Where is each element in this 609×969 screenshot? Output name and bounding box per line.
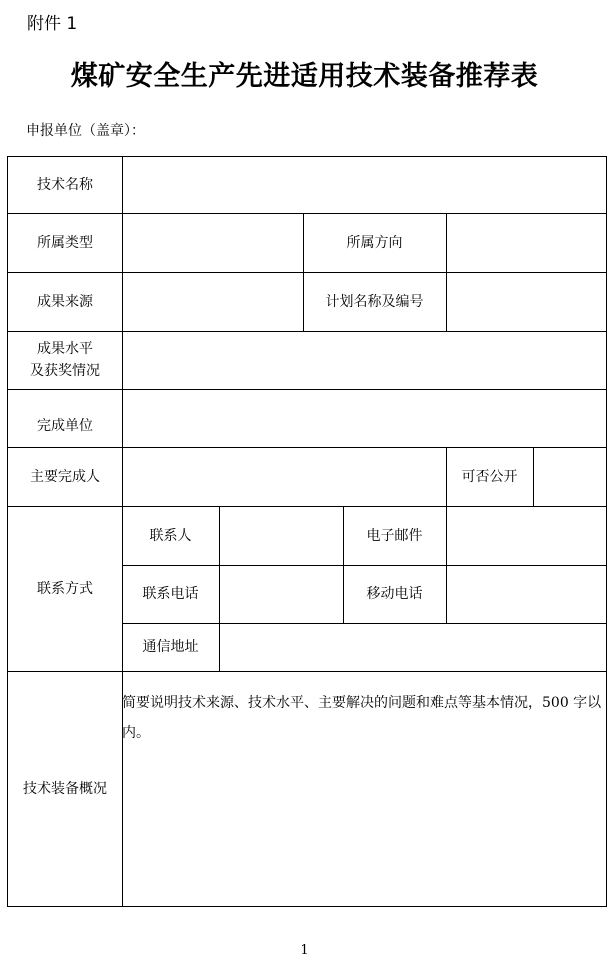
field-completing-unit[interactable] xyxy=(123,390,605,446)
field-tech-name[interactable] xyxy=(123,158,605,212)
field-mobile[interactable] xyxy=(447,566,605,622)
label-tech-name: 技术名称 xyxy=(37,177,93,193)
label-main-completer: 主要完成人 xyxy=(30,468,100,485)
label-public: 可否公开 xyxy=(461,468,518,485)
field-email[interactable] xyxy=(447,507,605,564)
field-address[interactable] xyxy=(220,624,605,670)
overview-hint-text[interactable]: 简要说明技术来源、技术水平、主要解决的问题和难点等基本情况，500 字以内。 xyxy=(122,695,602,741)
label-contact-method: 联系方式 xyxy=(37,580,93,597)
field-level-awards[interactable] xyxy=(123,332,605,388)
applicant-unit-label: 申报单位（盖章）： xyxy=(26,123,145,139)
field-phone[interactable] xyxy=(220,566,342,622)
label-email: 电子邮件 xyxy=(366,527,423,544)
label-category: 所属类型 xyxy=(37,234,93,251)
label-phone: 联系电话 xyxy=(142,586,199,602)
page-number: 1 xyxy=(300,943,309,958)
label-level-awards: 成果水平 及获奖情况 xyxy=(30,341,100,379)
field-plan-name[interactable] xyxy=(447,273,605,330)
field-main-completer[interactable] xyxy=(123,448,445,505)
label-completing-unit: 完成单位 xyxy=(37,418,93,434)
label-overview: 技术装备概况 xyxy=(23,780,107,797)
label-source: 成果来源 xyxy=(37,293,93,310)
label-direction: 所属方向 xyxy=(346,234,403,251)
label-plan-name: 计划名称及编号 xyxy=(325,293,424,310)
field-direction[interactable] xyxy=(447,214,605,271)
field-public[interactable] xyxy=(534,448,605,505)
recommendation-form-table xyxy=(7,156,607,907)
attachment-label: 附件 1 xyxy=(27,14,78,34)
label-address: 通信地址 xyxy=(142,639,199,655)
label-contact-person: 联系人 xyxy=(149,527,192,544)
field-contact-person[interactable] xyxy=(220,507,342,564)
label-mobile: 移动电话 xyxy=(366,586,423,602)
field-category[interactable] xyxy=(123,214,302,271)
field-source[interactable] xyxy=(123,273,302,330)
page-title: 煤矿安全生产先进适用技术装备推荐表 xyxy=(70,61,539,92)
